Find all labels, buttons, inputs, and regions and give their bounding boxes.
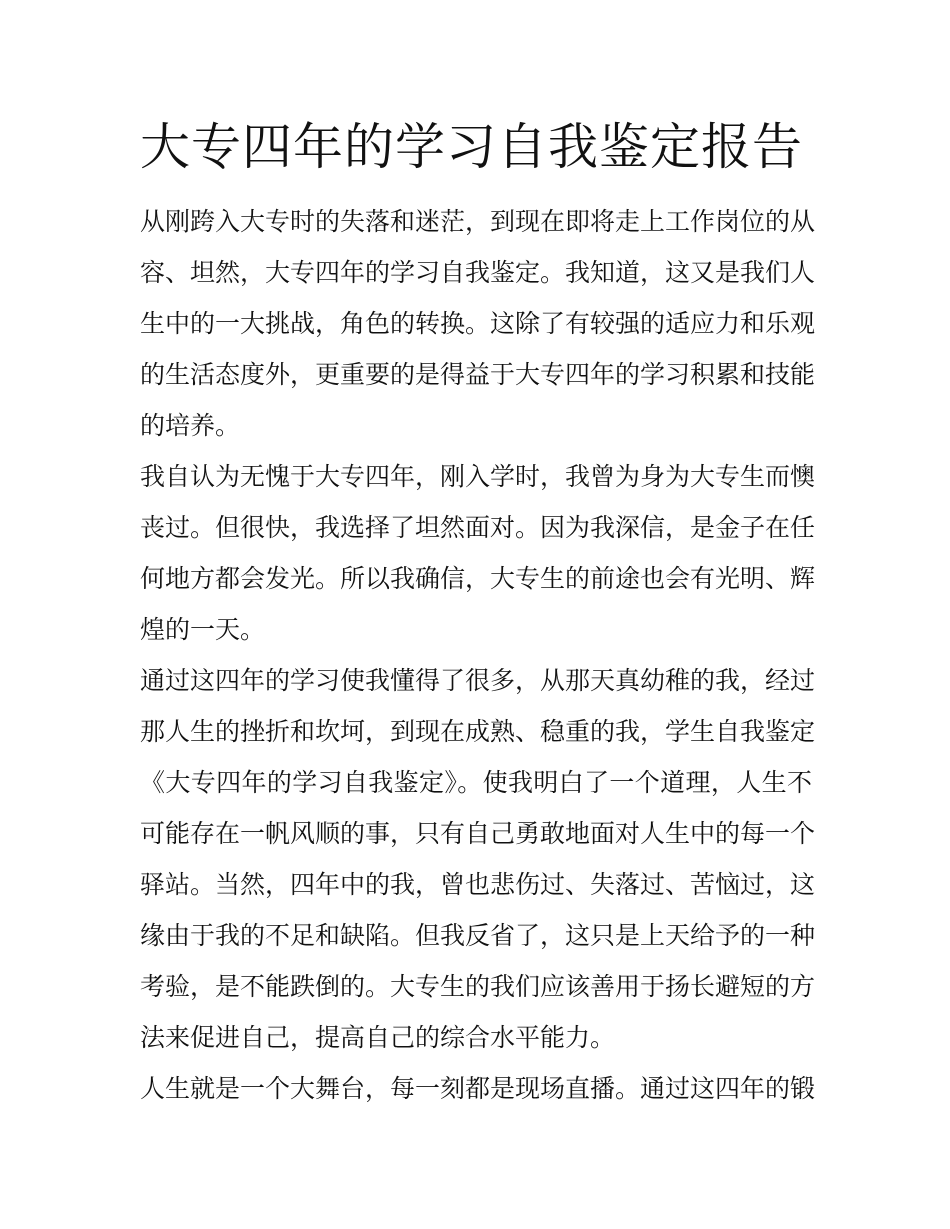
text-line: 容、坦然，大专四年的学习自我鉴定。我知道，这又是我们人 <box>140 258 816 287</box>
text-line: 驿站。当然，四年中的我，曾也悲伤过、失落过、苦恼过，这 <box>140 870 816 899</box>
text-line: 我自认为无愧于大专四年，刚入学时，我曾为身为大专生而懊 <box>140 462 816 491</box>
text-line: 《大专四年的学习自我鉴定》。使我明白了一个道理，人生不 <box>140 768 812 797</box>
text-line: 考验，是不能跌倒的。大专生的我们应该善用于扬长避短的方 <box>140 972 816 1001</box>
paragraph-1 <box>140 196 816 451</box>
text-line: 那人生的挫折和坎坷，到现在成熟、稳重的我，学生自我鉴定 <box>140 717 816 746</box>
paragraph-3 <box>140 655 816 1063</box>
document-title: 大专四年的学习自我鉴定报告 <box>140 118 803 176</box>
text-line: 缘由于我的不足和缺陷。但我反省了，这只是上天给予的一种 <box>140 921 816 950</box>
paragraph-4 <box>140 1063 816 1114</box>
text-line: 可能存在一帆风顺的事，只有自己勇敢地面对人生中的每一个 <box>140 819 816 848</box>
text-line: 人生就是一个大舞台，每一刻都是现场直播。通过这四年的锻 <box>140 1074 816 1103</box>
text-line: 丧过。但很快，我选择了坦然面对。因为我深信，是金子在任 <box>140 513 816 542</box>
text-line: 生中的一大挑战，角色的转换。这除了有较强的适应力和乐观 <box>140 309 816 338</box>
text-line: 通过这四年的学习使我懂得了很多，从那天真幼稚的我，经过 <box>140 666 816 695</box>
text-line: 的培养。 <box>140 411 241 440</box>
document-body <box>140 196 816 1114</box>
text-line: 煌的一天。 <box>140 615 266 644</box>
text-line: 何地方都会发光。所以我确信，大专生的前途也会有光明、辉 <box>140 564 816 593</box>
text-line: 的生活态度外，更重要的是得益于大专四年的学习积累和技能 <box>140 360 816 389</box>
paragraph-2 <box>140 451 816 655</box>
text-line: 法来促进自己，提高自己的综合水平能力。 <box>140 1023 616 1052</box>
text-line: 从刚跨入大专时的失落和迷茫，到现在即将走上工作岗位的从 <box>140 207 816 236</box>
